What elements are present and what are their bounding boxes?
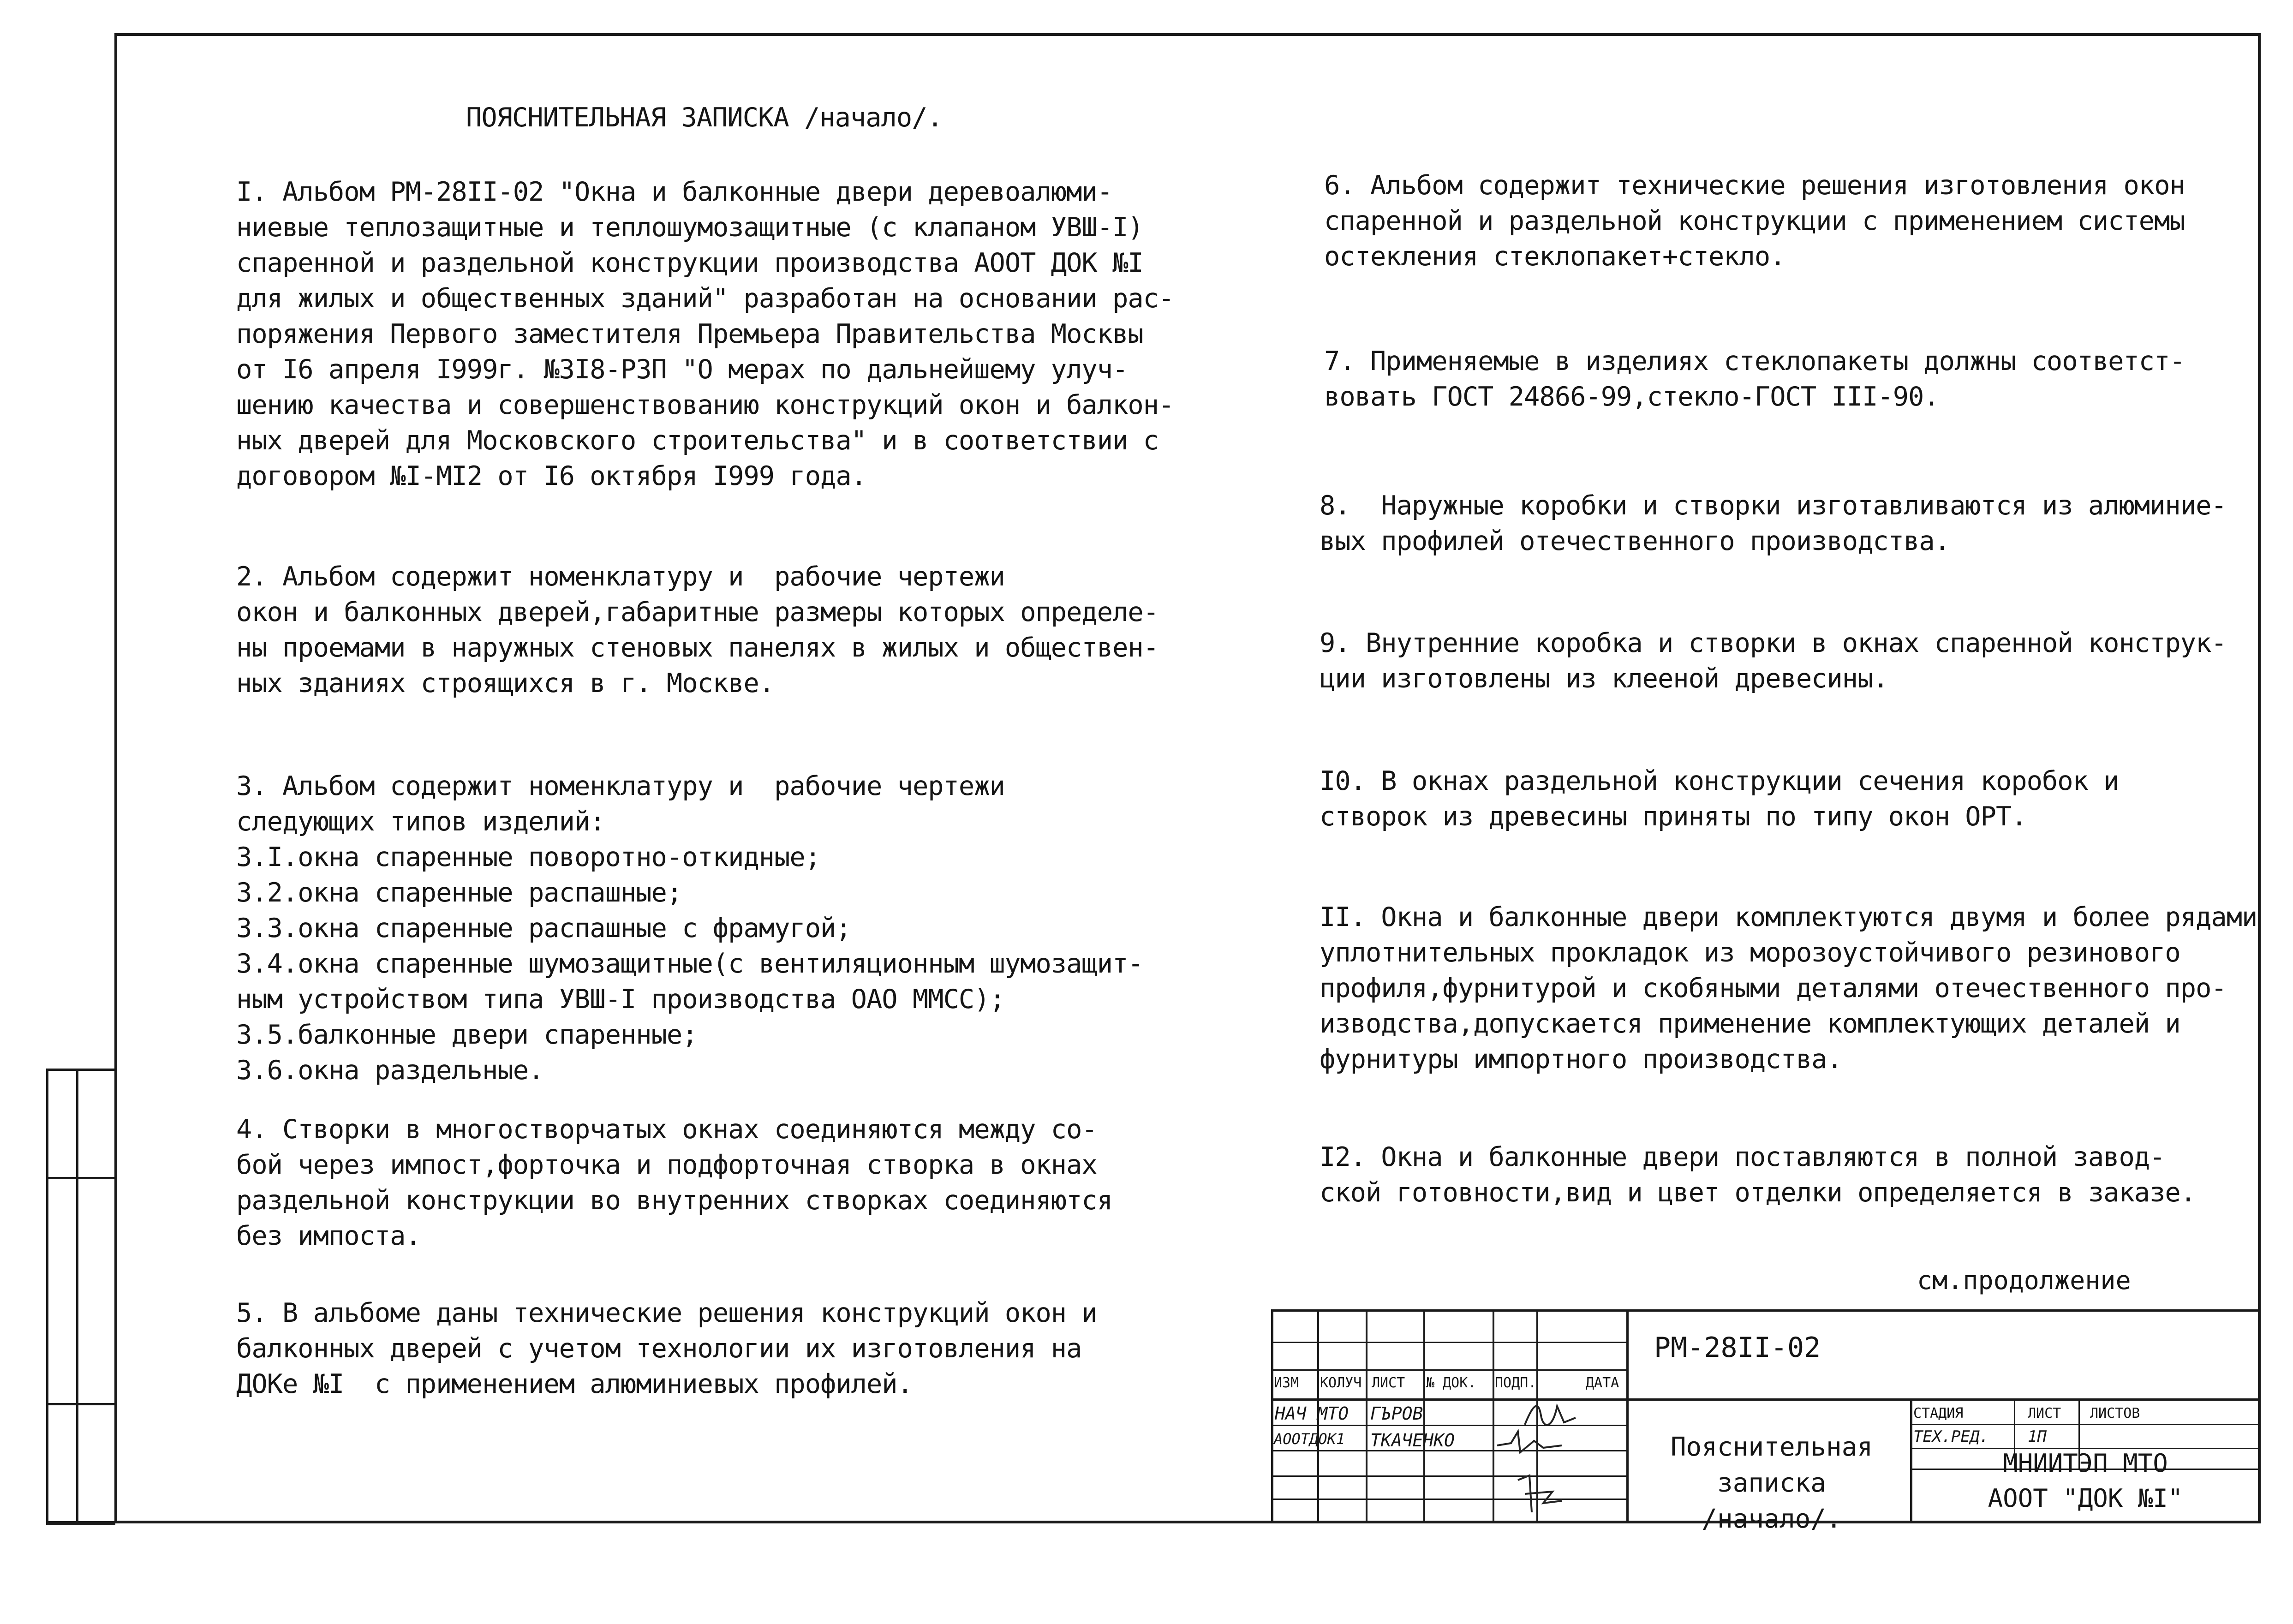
header-kol: КОЛУЧ bbox=[1320, 1375, 1362, 1391]
header-izm: ИЗМ bbox=[1274, 1375, 1299, 1391]
paragraph-8: 8. Наружные коробки и створки изготавливаются из алюминие- вых профилей отечественного производства. bbox=[1320, 490, 2227, 556]
paragraph-3: 3. Альбом содержит номенклатуру и рабочие чертежи следующих типов изделий: 3.I.окна спаренные поворотно-откидные; 3.2.окна спаренные распашные; 3.3.окна спаренные распашные с фрамугой; 3.4.окна спаренные шумозащитные(с вентиляционным шумозащит- ным устройством типа УВШ-I производства ОАО ММСС); 3.5.балконные двери спаренные; 3.6.окна раздельные. bbox=[236, 771, 1143, 1086]
stage-label: СТАДИЯ bbox=[1913, 1405, 1964, 1421]
row-2-name: ТКАЧЕНКО bbox=[1370, 1430, 1455, 1451]
document-code: РМ-28II-02 bbox=[1654, 1331, 1821, 1364]
page-title: ПОЯСНИТЕЛЬНАЯ ЗАПИСКА /начало/. bbox=[466, 102, 943, 133]
sheets-label: ЛИСТОВ bbox=[2090, 1405, 2140, 1421]
paragraph-7: 7. Применяемые в изделиях стеклопакеты должны соответст- вовать ГОСТ 24866-99,стекло-ГОСТ III-90. bbox=[1324, 346, 2185, 412]
paragraph-9: 9. Внутренние коробка и створки в окнах спаренной конструк- ции изготовлены из клееной древесины. bbox=[1320, 628, 2227, 694]
header-sign: ПОДП. bbox=[1495, 1375, 1537, 1391]
row-1-name: ГЪРОВ bbox=[1370, 1403, 1423, 1424]
stage-value: ТЕХ.РЕД. bbox=[1913, 1427, 1989, 1446]
row-1-role: НАЧ МТО bbox=[1275, 1403, 1349, 1424]
paragraph-12: I2. Окна и балконные двери поставляются в полной завод- ской готовности,вид и цвет отделки определяется в заказе. bbox=[1320, 1142, 2196, 1208]
header-doc: № ДОК. bbox=[1426, 1375, 1476, 1391]
organization: МНИИТЭП МТО АООТ "ДОК №I" bbox=[1988, 1449, 2183, 1513]
sheet-label: ЛИСТ bbox=[2028, 1405, 2061, 1421]
binding-strip bbox=[46, 1069, 115, 1523]
signature-2 bbox=[1493, 1427, 1566, 1459]
paragraph-6: 6. Альбом содержит технические решения изготовления окон спаренной и раздельной конструкции с применением системы остекления стеклопакет+стекло. bbox=[1324, 170, 2185, 272]
paragraph-2: 2. Альбом содержит номенклатуру и рабочие чертежи окон и балконных дверей,габаритные размеры которых определе- ны проемами в наружных стеновых панелях в жилых и обществен- ных зданиях строящихся в г. Москве. bbox=[236, 561, 1159, 699]
header-date: ДАТА bbox=[1586, 1375, 1619, 1391]
paragraph-11: II. Окна и балконные двери комплектуются двумя и более рядами уплотнительных прокладок из морозоустойчивого резинового профиля,фурнитурой и скобяными деталями отечественного про- изводства,допускается применение комплектующих деталей и фурнитуры импортного производства. bbox=[1320, 902, 2257, 1075]
sheet-title: Пояснительная записка /начало/. bbox=[1670, 1432, 1873, 1534]
paragraph-1: I. Альбом РМ-28II-02 "Окна и балконные двери деревоалюми- ниевые теплозащитные и теплошумозащитные (с клапаном УВШ-I) спаренной и раздельной конструкции производства АООТ ДОК №I для жилых и общественных зданий" разработан на основании рас- поряжения Первого заместителя Премьера Правительства Москвы от I6 апреля I999г. №3I8-РЗП "О мерах по дальнейшему улуч- шению качества и совершенствованию конструкций окон и балкон- ных дверей для Московского строительства" и в соответствии с договором №I-МI2 от I6 октября I999 года. bbox=[236, 177, 1174, 491]
signature-3 bbox=[1511, 1466, 1566, 1517]
paragraph-10: I0. В окнах раздельной конструкции сечения коробок и створок из древесины приняты по типу окон ОРТ. bbox=[1320, 766, 2119, 832]
title-block bbox=[1271, 1309, 2261, 1534]
paragraph-5: 5. В альбоме даны технические решения конструкций окон и балконных дверей с учетом технологии их изготовления на ДОКе №I с применением алюминиевых профилей. bbox=[236, 1298, 1097, 1399]
continued-note: см.продолжение bbox=[1917, 1266, 2131, 1295]
sheet-value: 1П bbox=[2028, 1427, 2047, 1446]
header-list: ЛИСТ bbox=[1372, 1375, 1405, 1391]
paragraph-4: 4. Створки в многостворчатых окнах соединяются между со- бой через импост,форточка и подфорточная створка в окнах раздельной конструкции во внутренних створках соединяются без импоста. bbox=[236, 1114, 1113, 1251]
row-2-role: АООТДОК1 bbox=[1274, 1430, 1345, 1448]
